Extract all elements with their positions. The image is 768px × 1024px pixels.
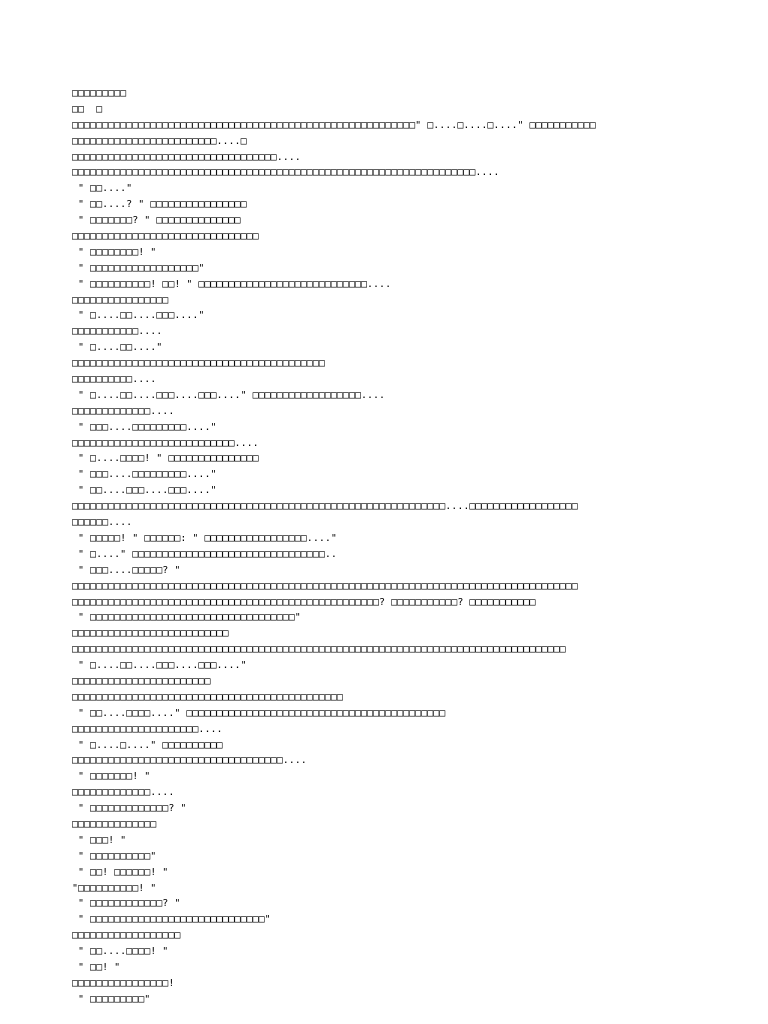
text-line: □□□□□□□□□□□□□□□□□□□□□□□□□□□□□□□□□□□□□□□□□□□□□□□□□□□□□□□□□□□□□□....□□□□□□□□□□□□□□□□□□ <box>72 501 578 513</box>
text-line: " □□...." <box>72 183 133 195</box>
text-line: " □□□□□□□□□□□□□? " <box>72 803 187 815</box>
text-line: "□□□□□□□□□□! " <box>72 882 157 894</box>
text-line: " □....□□....□□□...." <box>72 310 205 322</box>
text-line: □□□□□□.... <box>72 517 133 529</box>
text-line: " □□□! " <box>72 834 127 846</box>
text-line: □□□□□□□□□□□□□□□□□□□□□□□□□□□□□□□□□□□□□□□□□□□□□□□□□□□□□□□□□□□□□□□□□□□□□□□□□□□□□□□□□□□□ <box>72 580 578 592</box>
text-line: " □....□□....□□□....□□□...." <box>72 660 247 672</box>
text-line: □□□□□□□□□□□□□□□□ <box>72 294 169 306</box>
text-line: □□□□□□□□□□□□□□□□□□□□□□□□□□□□□□□□□□□□□□□□□□□□□□□□□□□? □□□□□□□□□□□? □□□□□□□□□□□ <box>72 596 536 608</box>
text-line: " □□□....□□□□□? " <box>72 564 181 576</box>
text-line: " □□□□□□□? " □□□□□□□□□□□□□□ <box>72 215 241 227</box>
text-line: " □....□□□□! " □□□□□□□□□□□□□□□ <box>72 453 259 465</box>
text-line: " □□□□□□□□□□! □□! " □□□□□□□□□□□□□□□□□□□□□□□□□□□□.... <box>72 278 392 290</box>
document-body <box>72 86 712 1008</box>
text-line: " □....□□...." <box>72 342 163 354</box>
text-line: □□□□□□□□□□□□□□□□□□□□□□□□□□□□□□□□□□.... <box>72 151 301 163</box>
text-line: " □□□□□□□□□□" <box>72 850 157 862</box>
text-line: " □....□...." □□□□□□□□□□ <box>72 739 223 751</box>
text-line: □□□□□□□□□□□□□□□□□□□□□□□□□□□□□□□□□□□□□□□□□□□□□□□□□□□□□□□□□" □....□....□...." □□□□□□□□□□□ <box>72 119 596 131</box>
text-line: " □...." □□□□□□□□□□□□□□□□□□□□□□□□□□□□□□□□.. <box>72 548 337 560</box>
text-line: " □□□....□□□□□□□□□...." <box>72 421 217 433</box>
text-line: □□□□□□□□□□□□□□□□! <box>72 977 175 989</box>
text-line: " □□□□□! " □□□□□□: " □□□□□□□□□□□□□□□□□...." <box>72 532 337 544</box>
text-line: " □□....□□□□...." □□□□□□□□□□□□□□□□□□□□□□□□□□□□□□□□□□□□□□□□□□□ <box>72 707 446 719</box>
text-line: " □□! □□□□□□! " <box>72 866 169 878</box>
text-line: □□ □ <box>72 103 103 115</box>
text-line: " □□....? " □□□□□□□□□□□□□□□□ <box>72 199 247 211</box>
text-line: " □□! " <box>72 961 121 973</box>
text-line: □□□□□□□□□□□□□.... <box>72 787 175 799</box>
text-line: " □....□□....□□□....□□□...." □□□□□□□□□□□□□□□□□□.... <box>72 389 386 401</box>
text-line: " □□....□□□□! " <box>72 946 169 958</box>
text-line: □□□□□□□□□□□□□□□□□□□□□□□□....□ <box>72 135 247 147</box>
text-line: □□□□□□□□□□□□□□□□□□□□□□□ <box>72 675 211 687</box>
text-line: □□□□□□□□□□□□□□□□□□□□□□□□□□□□□□□□□□□□□□□□□□□□□□□□□□□□□□□□□□□□□□□□□□□.... <box>72 167 500 179</box>
text-line: □□□□□□□□□□□□□.... <box>72 405 175 417</box>
text-line: " □□□□□□□□□□□□□□□□□□□□□□□□□□□□□□□□□□" <box>72 612 301 624</box>
text-line: " □□□□□□□□□" <box>72 993 151 1005</box>
text-line: □□□□□□□□□□□□□□□□□□□□□□□□□□□□□□□□□□□□□□□□□□□□□ <box>72 691 343 703</box>
text-line: □□□□□□□□□□□□□□□□□□ <box>72 930 181 942</box>
text-line: " □□□□□□□□□□□□□□□□□□" <box>72 262 205 274</box>
text-line: □□□□□□□□□□□□□□□□□□□□□□□□□□□□□□□□□□□.... <box>72 755 307 767</box>
text-line: " □□□....□□□□□□□□□...." <box>72 469 217 481</box>
text-line: □□□□□□□□□□□□□□□□□□□□□□□□□□□□□□□□□□□□□□□□□□ <box>72 358 325 370</box>
text-line: □□□□□□□□□□□□□□□□□□□□□□□□□□□□□□□□□□□□□□□□□□□□□□□□□□□□□□□□□□□□□□□□□□□□□□□□□□□□□□□□□□ <box>72 644 566 656</box>
text-line: □□□□□□□□□□□□□□ <box>72 818 157 830</box>
text-line: □□□□□□□□□ <box>72 88 127 99</box>
text-line: □□□□□□□□□□.... <box>72 374 157 386</box>
text-line: " □□□□□□□□! " <box>72 246 157 258</box>
text-line: " □□□□□□□□□□□□? " <box>72 898 181 910</box>
text-line: □□□□□□□□□□□.... <box>72 326 163 338</box>
text-line: □□□□□□□□□□□□□□□□□□□□□.... <box>72 723 223 735</box>
text-line: □□□□□□□□□□□□□□□□□□□□□□□□□□□□□□□ <box>72 231 259 243</box>
text-line: " □□□□□□□! " <box>72 771 151 783</box>
text-line: " □□□□□□□□□□□□□□□□□□□□□□□□□□□□□" <box>72 914 271 926</box>
text-line: □□□□□□□□□□□□□□□□□□□□□□□□□□□.... <box>72 437 259 449</box>
text-line: □□□□□□□□□□□□□□□□□□□□□□□□□□ <box>72 628 229 640</box>
text-line: " □□....□□□....□□□...." <box>72 485 217 497</box>
